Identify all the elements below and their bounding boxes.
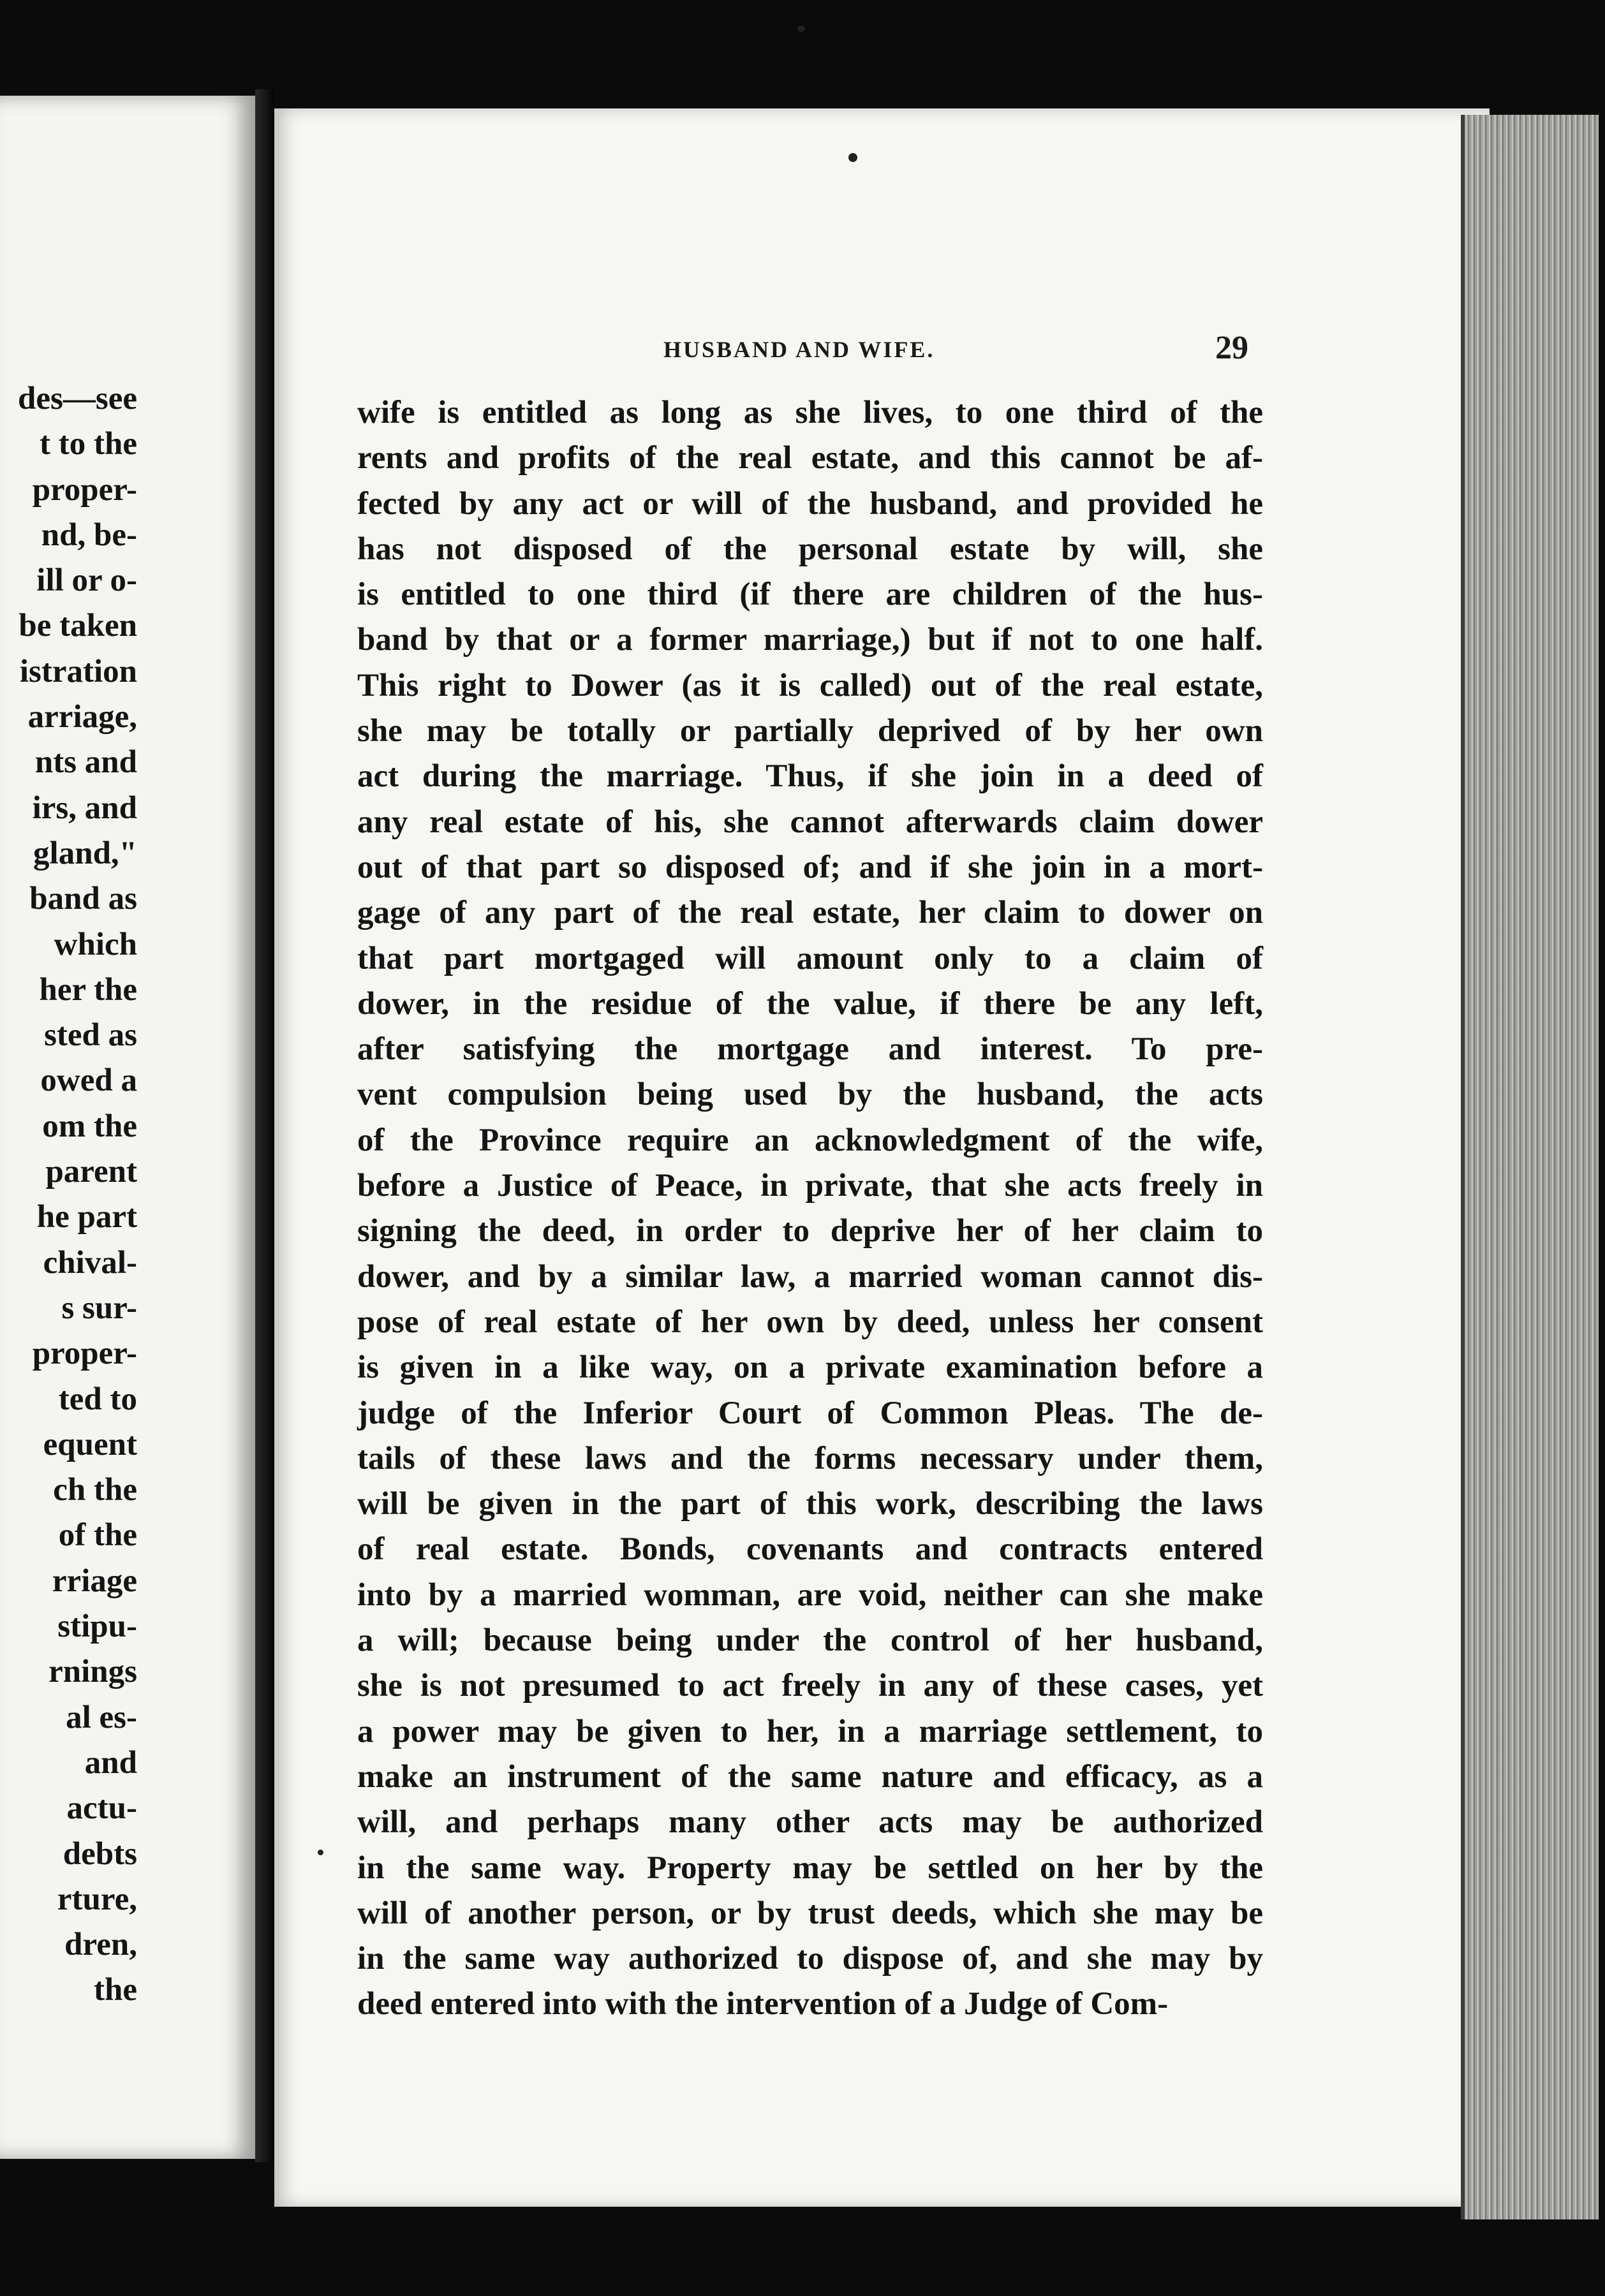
body-line: gage of any part of the real estate, her claim to dower on <box>357 895 1263 931</box>
body-line: after satisfying the mortgage and interest. To pre- <box>357 1031 1263 1068</box>
body-line: pose of real estate of her own by deed, unless her consent <box>357 1304 1263 1340</box>
body-line: she is not presumed to act freely in any of these cases, yet <box>357 1668 1263 1704</box>
left-page-line: band as <box>29 881 137 917</box>
body-line: dower, in the residue of the value, if there be any left, <box>357 985 1263 1022</box>
left-page-line: arriage, <box>27 699 137 735</box>
body-line: is given in a like way, on a private examination before a <box>357 1350 1263 1386</box>
left-page-line: equent <box>43 1426 137 1462</box>
left-page-text <box>0 376 137 2013</box>
left-page-line: irs, and <box>32 790 137 826</box>
body-line: of the Province require an acknowledgment of the wife, <box>357 1122 1263 1158</box>
body-line: fected by any act or will of the husband, and provided he <box>357 485 1263 522</box>
left-page-line: rnings <box>48 1654 137 1690</box>
body-line: band by that or a former marriage,) but if not to one half. <box>357 622 1263 658</box>
left-page-line: parent <box>45 1154 137 1190</box>
body-line: This right to Dower (as it is called) out of the real estate, <box>357 667 1263 703</box>
left-page-line: gland," <box>33 835 137 871</box>
left-page-line: stipu- <box>57 1608 137 1645</box>
body-line: out of that part so disposed of; and if she join in a mort- <box>357 849 1263 885</box>
left-page-line: istration <box>19 653 137 689</box>
running-head: HUSBAND AND WIFE. <box>663 337 935 362</box>
left-page-line: des—see <box>18 381 137 416</box>
left-page-line: the <box>94 1972 137 2008</box>
left-page-line: nts and <box>34 744 137 781</box>
ink-speck <box>797 26 805 32</box>
left-page-line: of the <box>58 1517 137 1554</box>
body-line: wife is entitled as long as she lives, to one third of the <box>357 395 1263 430</box>
left-page-line: chival- <box>43 1244 137 1281</box>
left-page-line: om the <box>42 1108 137 1144</box>
book-gutter <box>255 89 274 2162</box>
body-line: a will; because being under the control of her husband, <box>357 1623 1263 1659</box>
left-page-line: s sur- <box>61 1290 137 1326</box>
body-line: she may be totally or partially deprived of by her own <box>357 713 1263 749</box>
left-page-line: ill or o- <box>36 563 137 599</box>
body-line: is entitled to one third (if there are children of the hus- <box>357 577 1263 613</box>
left-page-line: he part <box>36 1199 137 1235</box>
page-edges <box>1461 115 1599 2219</box>
body-line: that part mortgaged will amount only to a claim of <box>357 940 1263 976</box>
left-page-line: proper- <box>32 1336 137 1372</box>
left-page-line: t to the <box>40 426 137 462</box>
left-page-line: rture, <box>57 1881 137 1917</box>
left-page-line: rriage <box>52 1563 137 1599</box>
body-text <box>357 390 1263 2027</box>
left-page-line: and <box>84 1744 137 1781</box>
body-line: has not disposed of the personal estate by will, she <box>357 531 1263 567</box>
left-page-line: sted as <box>44 1017 137 1054</box>
ink-speck <box>318 1850 323 1855</box>
left-page-line: proper- <box>32 471 137 508</box>
left-page-line: debts <box>63 1836 137 1872</box>
body-line: into by a married womman, are void, neither can she make <box>357 1577 1263 1613</box>
body-line: any real estate of his, she cannot afterwards claim dower <box>357 804 1263 840</box>
body-line: rents and profits of the real estate, and this cannot be af- <box>357 440 1263 476</box>
body-line: before a Justice of Peace, in private, that she acts freely in <box>357 1168 1263 1204</box>
body-line: deed entered into with the intervention of a Judge of Com- <box>357 1986 1169 2022</box>
body-line: a power may be given to her, in a marriage settlement, to <box>357 1713 1263 1749</box>
body-line: signing the deed, in order to deprive her of her claim to <box>357 1213 1263 1249</box>
page-number: 29 <box>1215 330 1248 366</box>
body-line: in the same way authorized to dispose of, and she may by <box>357 1941 1263 1977</box>
body-line: judge of the Inferior Court of Common Pleas. The de- <box>357 1395 1263 1431</box>
body-line: of real estate. Bonds, covenants and contracts entered <box>357 1531 1263 1568</box>
body-line: will, and perhaps many other acts may be authorized <box>357 1804 1263 1841</box>
left-page-line: actu- <box>66 1790 137 1827</box>
body-line: in the same way. Property may be settled on her by the <box>357 1850 1263 1886</box>
body-line: make an instrument of the same nature and efficacy, as a <box>357 1758 1263 1795</box>
left-page-line: dren, <box>64 1927 137 1963</box>
body-line: will be given in the part of this work, describing the laws <box>357 1486 1263 1522</box>
left-page-line: nd, be- <box>41 517 137 553</box>
body-line: dower, and by a similar law, a married woman cannot dis- <box>357 1258 1263 1295</box>
body-line: vent compulsion being used by the husband, the acts <box>357 1077 1263 1113</box>
body-line: act during the marriage. Thus, if she join in a deed of <box>357 758 1263 795</box>
left-page-line: ch the <box>53 1472 137 1508</box>
ink-speck <box>848 153 857 162</box>
body-line: tails of these laws and the forms necessary under them, <box>357 1440 1263 1476</box>
left-page-line: be taken <box>18 608 137 644</box>
left-page-line: her the <box>39 971 137 1008</box>
left-page-line: owed a <box>40 1063 137 1099</box>
left-page-line: which <box>54 926 137 962</box>
body-line: will of another person, or by trust deeds, which she may be <box>357 1895 1263 1931</box>
left-page-line: al es- <box>66 1699 137 1735</box>
left-page-line: ted to <box>58 1381 137 1417</box>
